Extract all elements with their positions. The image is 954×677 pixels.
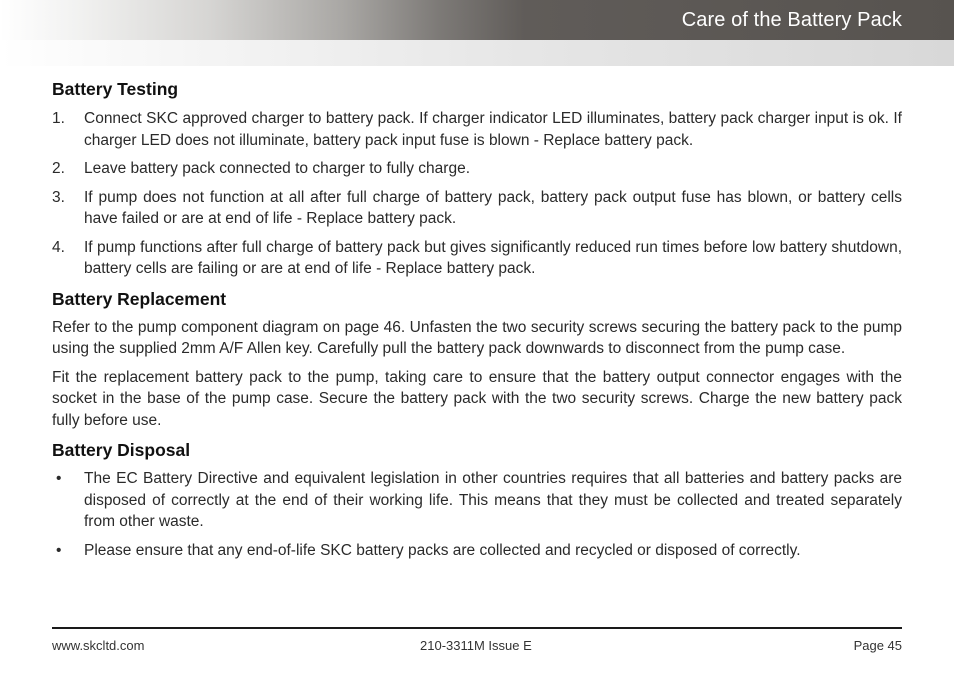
page-content xyxy=(52,78,902,561)
header-strip xyxy=(0,40,954,66)
section-heading-disposal: Battery Disposal xyxy=(52,440,191,460)
paragraph: Fit the replacement battery pack to the pump, taking care to ensure that the battery output connector engages with the socket in the base of the pump case. Secure the battery pack with the two security screws. Charge the new battery pack fully before use. xyxy=(52,368,902,429)
list-item xyxy=(52,540,902,562)
list-item-text: Connect SKC approved charger to battery pack. If charger indicator LED illuminates, battery pack charger input is ok. If charger LED does not illuminate, battery pack input fuse is blown - Replace battery pack. xyxy=(84,110,902,149)
list-item xyxy=(52,158,902,180)
list-marker: 4. xyxy=(52,238,65,256)
list-item-text: The EC Battery Directive and equivalent legislation in other countries requires that all batteries and battery packs are disposed of correctly at the end of their working life. This means that they must be collected and treated separately from other waste. xyxy=(84,470,902,530)
testing-list xyxy=(52,108,902,280)
page-title: Care of the Battery Pack xyxy=(681,9,902,31)
footer-website: www.skcltd.com xyxy=(52,638,145,653)
list-item xyxy=(52,108,902,151)
disposal-list xyxy=(52,468,902,561)
bullet-marker: • xyxy=(56,541,62,559)
list-item xyxy=(52,237,902,280)
paragraph: Refer to the pump component diagram on page 46. Unfasten the two security screws securing the battery pack to the pump using the supplied 2mm A/F Allen key. Carefully pull the battery pack downwards to disconnect from the pump case. xyxy=(52,318,902,357)
list-item-text: Please ensure that any end-of-life SKC battery packs are collected and recycled or disposed of correctly. xyxy=(84,541,801,559)
footer-page-number: Page 45 xyxy=(853,638,902,653)
footer-divider xyxy=(52,627,902,629)
list-marker: 3. xyxy=(52,188,65,206)
list-item-text: Leave battery pack connected to charger to fully charge. xyxy=(84,160,471,177)
bullet-marker: • xyxy=(56,470,62,487)
list-item xyxy=(52,468,902,533)
section-heading-replacement: Battery Replacement xyxy=(52,288,227,309)
list-marker: 2. xyxy=(52,160,65,177)
footer-doc-id: 210-3311M Issue E xyxy=(420,638,532,653)
header-bar xyxy=(0,0,954,40)
list-marker: 1. xyxy=(52,110,65,127)
section-heading-testing: Battery Testing xyxy=(52,79,179,99)
list-item-text: If pump functions after full charge of battery pack but gives significantly reduced run times before low battery shutdown, battery cells are failing or are at end of life - Replace battery pack. xyxy=(84,238,902,277)
replacement-body xyxy=(52,317,902,432)
list-item-text: If pump does not function at all after full charge of battery pack, battery pack output fuse has blown, or battery cells have failed or are at end of life - Replace battery pack. xyxy=(84,188,902,227)
list-item xyxy=(52,187,902,230)
